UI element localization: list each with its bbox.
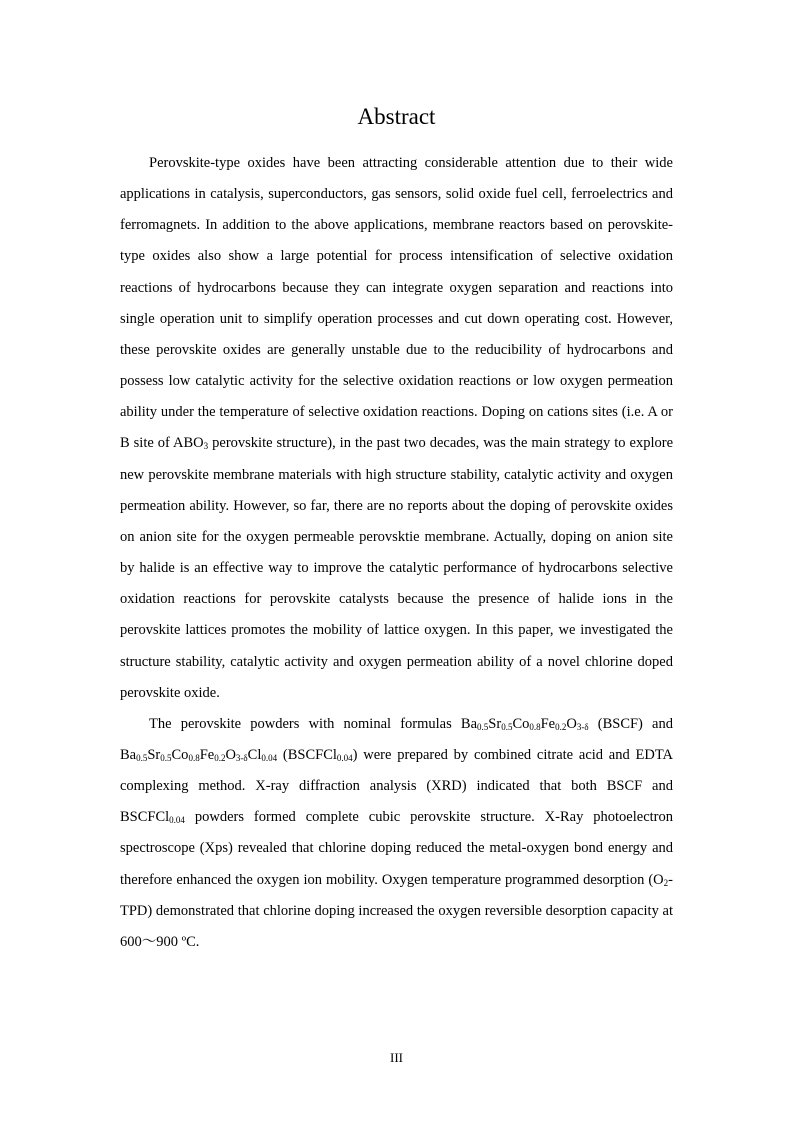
paragraph-text: Perovskite-type oxides have been attracting considerable attention due to their wide applications in catalysis, superconductors, gas sensors, solid oxide fuel cell, ferroelectrics and ferromagnets. In addition to the above applications, membrane reactors based on perovskite-type oxides also show a large potential for process intensification of selective oxidation reactions of hydrocarbons because they can integrate oxygen separation and reactions into single operation unit to simplify operation processes and cut down operating cost. However, these perovskite oxides are generally unstable due to the reducibility of hydrocarbons and possess low catalytic activity for the selective oxidation reactions or low oxygen permeation ability under the temperature of selective oxidation reactions. Doping on cations sites (i.e. A or B site of ABO [120,155,673,452]
subscript: 3-δ [576,721,589,732]
subscript: 0.5 [501,721,513,732]
subscript: 0.5 [160,752,172,763]
subscript: 2 [663,877,669,888]
subscript: 3-δ [235,752,248,763]
subscript: 0.2 [214,752,226,763]
paragraph-text: The perovskite powders with nominal formulas Ba [149,715,478,732]
subscript: 0.5 [477,721,489,732]
subscript: 0.2 [555,721,567,732]
paragraph-text: powders formed complete cubic perovskite structure. X-Ray photoelectron spectroscope (Xps) revealed that chlorine doping reduced the metal-oxygen bond energy and therefore enhanced the oxygen ion mobility. Oxygen temperature programmed desorption (O [120,809,673,888]
formula-text: Sr [488,715,502,732]
formula-text: Fe [540,715,556,732]
formula-text: O [225,746,236,763]
formula-text: Sr [147,746,161,763]
paragraph-1 [120,148,673,709]
paragraph-text: -TPD) demonstrated that chlorine doping increased the oxygen reversible desorption capacity at 600～900 ºC. [120,871,673,950]
subscript: 0.04 [336,752,353,763]
abstract-body [120,148,673,958]
formula-text: Co [171,746,189,763]
subscript: 0.5 [136,752,148,763]
subscript: 0.8 [188,752,200,763]
paragraph-text: ) were prepared by combined citrate acid and EDTA complexing method. X-ray diffraction analysis (XRD) indicated that both BSCF and BSCFCl [120,746,674,826]
page-number: III [390,1050,403,1065]
paragraph-text: (BSCFCl [277,746,337,763]
formula-text: Fe [199,746,215,763]
subscript: 0.04 [169,815,185,826]
formula-text: Cl [247,746,262,763]
paragraph-2 [120,709,673,958]
paragraph-text: perovskite structure), in the past two decades, was the main strategy to explore new perovskite membrane materials with high structure stability, catalytic activity and oxygen permeation ability. However, so far, there are no reports about the doping of perovskite oxides on anion site for the oxygen permeable perovsktie membrane. Actually, doping on anion site by halide is an effective way to improve the catalytic performance of hydrocarbons selective oxidation reactions for perovskite catalysts because the presence of halide ions in the perovskite lattices promotes the mobility of lattice oxygen. In this paper, we investigated the structure stability, catalytic activity and oxygen permeation ability of a novel chlorine doped perovskite oxide. [120,435,674,701]
subscript: 0.04 [261,752,278,763]
subscript: 0.8 [529,721,541,732]
formula-text: Co [512,715,530,732]
formula-text: O [566,715,577,732]
page-title: Abstract [357,104,436,129]
subscript: 3 [203,441,209,452]
paragraph-text: (BSCF) and Ba [120,715,673,763]
